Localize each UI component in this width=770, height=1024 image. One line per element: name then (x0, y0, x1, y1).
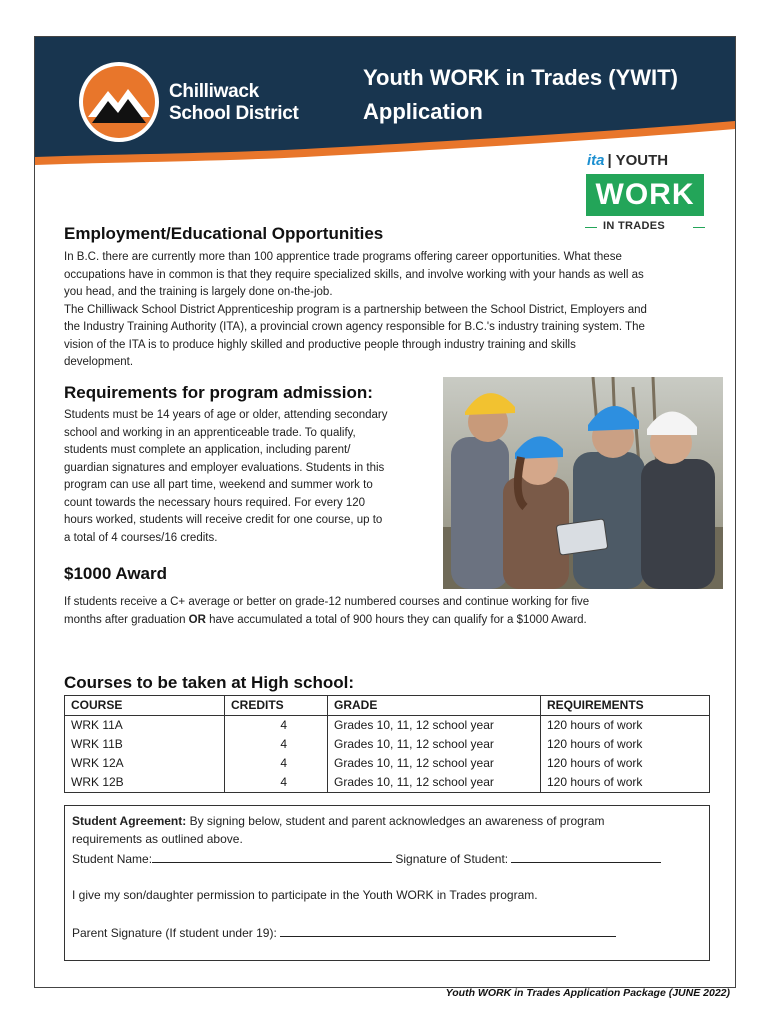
student-agreement-box (64, 805, 710, 961)
district-logo-icon (78, 61, 160, 143)
employment-line: development. (64, 356, 134, 368)
parent-signature-row (72, 923, 616, 942)
course-cell: WRK 12A (65, 754, 225, 773)
requirements-line: students must complete an application, including parent/ (64, 444, 351, 456)
employment-line: you head, and the training is largely done on-the-job. (64, 286, 333, 298)
col-credits: CREDITS (225, 696, 328, 716)
employment-line: In B.C. there are currently more than 100 apprentice trade programs offering career opportunities. What these (64, 251, 622, 263)
credits-cell: 4 (225, 754, 328, 773)
agreement-text-line-1 (72, 812, 605, 830)
courses-heading: Courses to be taken at High school: (64, 673, 354, 692)
grade-cell: Grades 10, 11, 12 school year (328, 735, 541, 754)
requirements-line: school and working in an apprenticeable trade. To qualify, (64, 426, 356, 439)
course-cell: WRK 12B (65, 773, 225, 793)
award-line-1: If students receive a C+ average or better on grade-12 numbered courses and continue working for five (64, 596, 590, 608)
table-row (65, 735, 710, 754)
page-title-line2: Application (363, 99, 483, 124)
permission-text: I give my son/daughter permission to participate in the Youth WORK in Trades program. (72, 888, 538, 902)
award-heading: $1000 Award (64, 564, 168, 583)
requirements-cell: 120 hours of work (541, 773, 710, 793)
employment-line: occupations have in common is that they require specialized skills, and involve working with your hands as well as (64, 268, 644, 281)
award-line-2 (64, 612, 714, 630)
page-title-line1: Youth WORK in Trades (YWIT) (363, 65, 678, 90)
agreement-text-line-2: requirements as outlined above. (72, 832, 243, 846)
district-name-line2: School District (169, 103, 299, 124)
employment-paragraph (64, 249, 724, 372)
student-name-label: Student Name: (72, 852, 153, 866)
agreement-text: By signing below, student and parent acknowledges an awareness of program (186, 814, 605, 828)
ywit-in-trades-text: IN TRADES (603, 220, 665, 232)
course-cell: WRK 11B (65, 735, 225, 754)
requirements-line: a total of 4 courses/16 credits. (64, 531, 218, 544)
ywit-work-badge: WORK (586, 174, 704, 216)
document-page (34, 36, 736, 988)
table-header-row (65, 696, 710, 716)
requirements-heading: Requirements for program admission: (64, 383, 373, 402)
award-line-2-end: have accumulated a total of 900 hours they can qualify for a $1000 Award. (205, 613, 587, 626)
employment-line: The Chilliwack School District Apprenticeship program is a partnership between the School District, Employers and (64, 303, 647, 316)
ywit-youth-text: | YOUTH (607, 152, 669, 169)
table-row (65, 716, 710, 736)
requirements-cell: 120 hours of work (541, 716, 710, 736)
divider (585, 227, 597, 228)
student-name-field[interactable] (152, 849, 392, 863)
grade-cell: Grades 10, 11, 12 school year (328, 773, 541, 793)
course-cell: WRK 11A (65, 716, 225, 736)
requirements-cell: 120 hours of work (541, 735, 710, 754)
credits-cell: 4 (225, 773, 328, 793)
student-signature-label: Signature of Student: (395, 852, 509, 866)
page-footer: Youth WORK in Trades Application Package (JUNE 2022) (445, 987, 730, 999)
award-line-2-start: months after graduation (64, 613, 189, 626)
table-row (65, 773, 710, 793)
ywit-logo-bottom (583, 220, 707, 234)
requirements-line: program can use all part time, weekend and summer work to (64, 479, 373, 491)
district-name-line1: Chilliwack (169, 81, 259, 102)
page-title (363, 61, 723, 129)
parent-signature-label: Parent Signature (If student under 19): (72, 926, 277, 940)
requirements-line: count towards the necessary hours required. For every 120 (64, 496, 366, 509)
award-paragraph (64, 594, 714, 629)
requirements-paragraph (64, 407, 434, 547)
parent-signature-field[interactable] (280, 923, 616, 937)
table-row (65, 754, 710, 773)
employment-line: the Industry Training Authority (ITA), a provincial crown agency responsible for B.C.'s industry training system. The (64, 321, 645, 333)
student-signature-field[interactable] (511, 849, 661, 863)
ywit-logo (583, 150, 707, 236)
employment-line: vision of the ITA is to produce highly skilled and productive people through industry training and skills (64, 338, 576, 351)
courses-table (64, 695, 710, 793)
requirements-cell: 120 hours of work (541, 754, 710, 773)
requirements-line: Students must be 14 years of age or older, attending secondary (64, 409, 388, 421)
ita-logo-text: ita (587, 152, 605, 169)
requirements-line: hours worked, students will receive credit for one course, up to (64, 514, 383, 526)
agreement-label: Student Agreement: (72, 814, 187, 828)
photo-illustration (443, 377, 723, 589)
requirements-line: guardian signatures and employer evaluations. Students in this (64, 461, 385, 474)
ywit-logo-top (587, 152, 668, 169)
students-hardhats-photo (443, 377, 723, 589)
col-course: COURSE (65, 696, 225, 716)
credits-cell: 4 (225, 716, 328, 736)
grade-cell: Grades 10, 11, 12 school year (328, 754, 541, 773)
divider (693, 227, 705, 228)
credits-cell: 4 (225, 735, 328, 754)
col-grade: GRADE (328, 696, 541, 716)
employment-heading: Employment/Educational Opportunities (64, 224, 384, 243)
district-name (169, 81, 299, 125)
award-or-emphasis: OR (188, 613, 206, 626)
student-signature-row (72, 849, 661, 868)
col-requirements: REQUIREMENTS (541, 696, 710, 716)
grade-cell: Grades 10, 11, 12 school year (328, 716, 541, 736)
